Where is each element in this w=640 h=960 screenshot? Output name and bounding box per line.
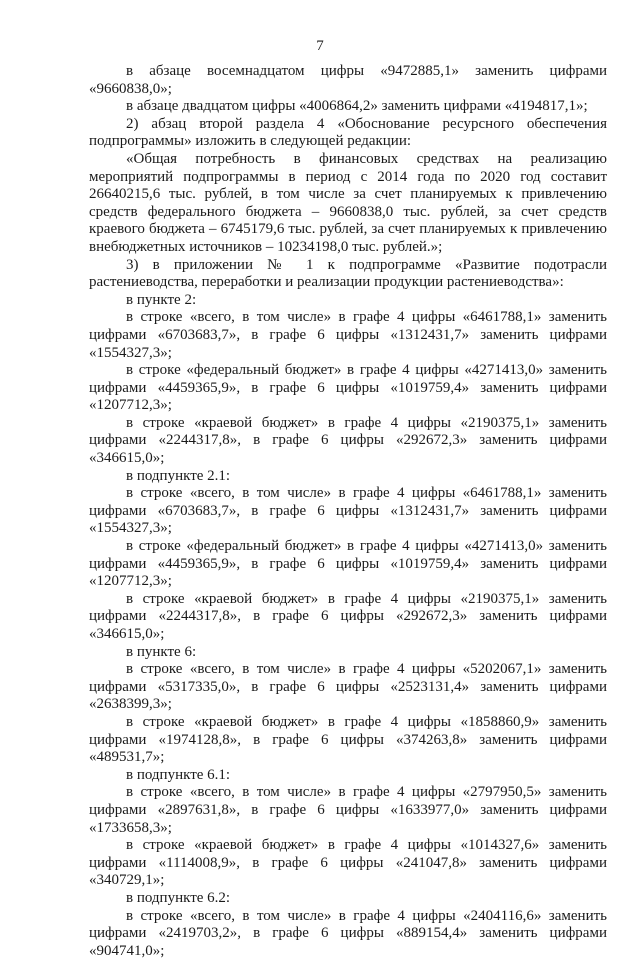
paragraph: «Общая потребность в финансовых средствах на реализацию мероприятий подпрограммы в период с 2014 года по 2020 год составит 26640215,6 тыс. рублей, в том числе за счет планируемых к привлечению средств федерального бюджета – 9660838,0 тыс. рублей, за счет средств краевого бюджета – 6745179,6 тыс. рублей, за счет планируемых к привлечению внебюджетных источников – 10234198,0 тыс. рублей.»; — [89, 151, 607, 257]
paragraph: в подпункте 2.1: — [89, 468, 607, 486]
paragraph: в строке «краевой бюджет» в графе 4 цифры «2190375,1» заменить цифрами «2244317,8», в графе 6 цифры «292672,3» заменить цифрами «346615,0»; — [89, 591, 607, 644]
paragraph: в строке «федеральный бюджет» в графе 4 цифры «4271413,0» заменить цифрами «4459365,9», в графе 6 цифры «1019759,4» заменить цифрами «1207712,3»; — [89, 362, 607, 415]
paragraph: в строке «всего, в том числе» в графе 4 цифры «5202067,1» заменить цифрами «5317335,0», в графе 6 цифры «2523131,4» заменить цифрами «2638399,3»; — [89, 661, 607, 714]
paragraph: в строке «краевой бюджет» в графе 4 цифры «1858860,9» заменить цифрами «1974128,8», в графе 6 цифры «374263,8» заменить цифрами «489531,7»; — [89, 714, 607, 767]
paragraph: в пункте 6: — [89, 644, 607, 662]
paragraph: в строке «краевой бюджет» в графе 4 цифры «1014327,6» заменить цифрами «1114008,9», в графе 6 цифры «241047,8» заменить цифрами «340729,1»; — [89, 837, 607, 890]
paragraph: 3) в приложении № 1 к подпрограмме «Развитие подотрасли растениеводства, переработки и реализации продукции растениеводства»: — [89, 257, 607, 292]
paragraph: в строке «всего, в том числе» в графе 4 цифры «2404116,6» заменить цифрами «2419703,2», в графе 6 цифры «889154,4» заменить цифрами «904741,0»; — [89, 908, 607, 960]
paragraph: в подпункте 6.1: — [89, 767, 607, 785]
paragraph: в абзаце двадцатом цифры «4006864,2» заменить цифрами «4194817,1»; — [89, 98, 607, 116]
page-number: 7 — [0, 38, 640, 55]
paragraph: в подпункте 6.2: — [89, 890, 607, 908]
paragraph: в строке «всего, в том числе» в графе 4 цифры «6461788,1» заменить цифрами «6703683,7», в графе 6 цифры «1312431,7» заменить цифрами «1554327,3»; — [89, 485, 607, 538]
paragraph: в строке «федеральный бюджет» в графе 4 цифры «4271413,0» заменить цифрами «4459365,9», в графе 6 цифры «1019759,4» заменить цифрами «1207712,3»; — [89, 538, 607, 591]
paragraph: в пункте 2: — [89, 292, 607, 310]
paragraph: в абзаце восемнадцатом цифры «9472885,1» заменить цифрами «9660838,0»; — [89, 63, 607, 98]
paragraph: в строке «краевой бюджет» в графе 4 цифры «2190375,1» заменить цифрами «2244317,8», в графе 6 цифры «292672,3» заменить цифрами «346615,0»; — [89, 415, 607, 468]
paragraph: в строке «всего, в том числе» в графе 4 цифры «2797950,5» заменить цифрами «2897631,8», в графе 6 цифры «1633977,0» заменить цифрами «1733658,3»; — [89, 784, 607, 837]
paragraph: в строке «всего, в том числе» в графе 4 цифры «6461788,1» заменить цифрами «6703683,7», в графе 6 цифры «1312431,7» заменить цифрами «1554327,3»; — [89, 309, 607, 362]
document-body — [89, 63, 607, 960]
paragraph: 2) абзац второй раздела 4 «Обоснование ресурсного обеспечения подпрограммы» изложить в следующей редакции: — [89, 116, 607, 151]
